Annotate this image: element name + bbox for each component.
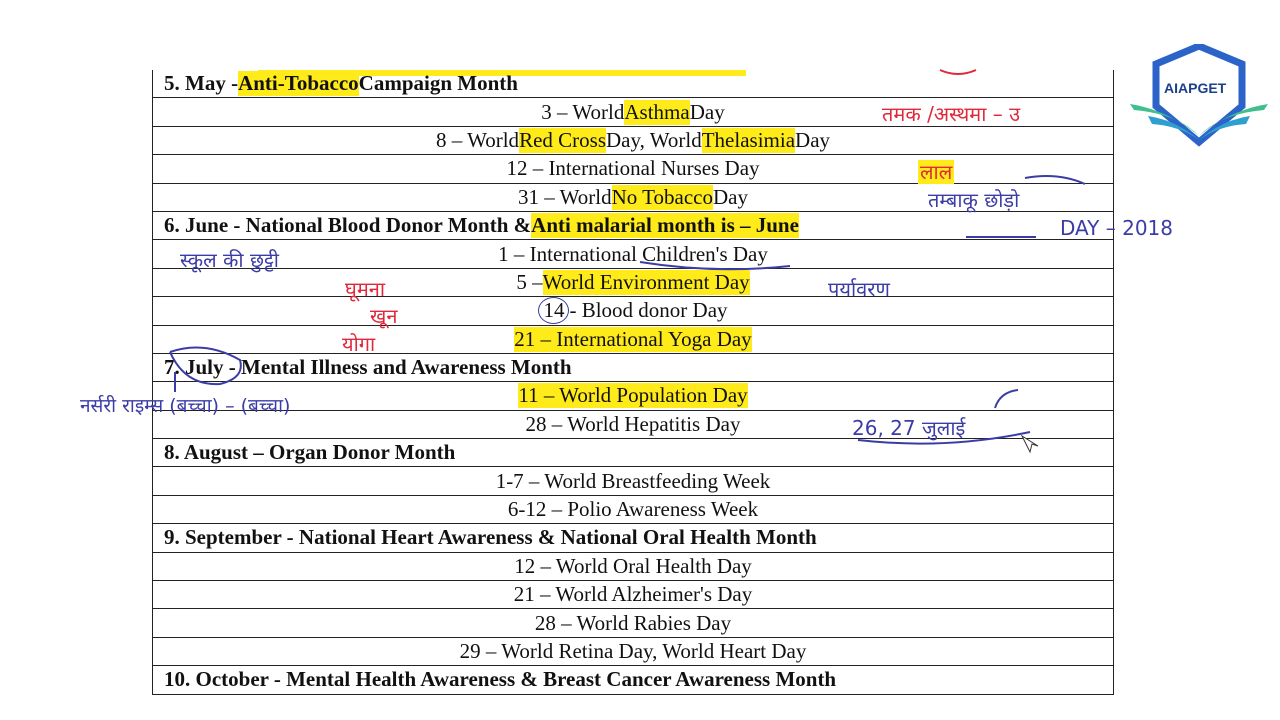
row-text-post: Campaign Month (358, 71, 518, 96)
row-text-text: 9. September - National Heart Awareness & National Oral Health Month (164, 525, 817, 550)
row-text-hl: Anti-Tobacco (238, 71, 359, 96)
row-text-post: Day (795, 127, 831, 152)
row-text-pre: 3 – World (541, 99, 625, 124)
annotation-hepatitis-dates: 26, 27 जुलाई (852, 416, 966, 440)
row-text-text: 12 – International Nurses Day (506, 156, 760, 181)
row-text-text: 1-7 – World Breastfeeding Week (495, 468, 771, 493)
row-text-pre: 8 – World (435, 127, 520, 152)
row-text-mid: Day, World (606, 127, 702, 152)
row-text-hl: Red Cross (519, 127, 606, 152)
aiapget-logo (1128, 44, 1270, 154)
row-text-hl2: Thelasimia (701, 127, 796, 152)
row-text-post: Day (689, 99, 725, 124)
annotation-no-tobacco: तम्बाकू छोड़ो (928, 188, 1020, 212)
row-text-pre: 6. June - National Blood Donor Month & (164, 213, 532, 238)
annotation-red-cross: लाल (920, 160, 953, 184)
annotation-roam: घूमना (345, 277, 386, 301)
row-text-text: 1 – International Children's Day (498, 241, 768, 266)
row-text-text: 6-12 – Polio Awareness Week (507, 497, 759, 522)
row-text-pre: 31 – World (518, 184, 612, 209)
row-text-pre: 5 – (516, 269, 543, 294)
row-text-hl: Anti malarial month is – June (531, 213, 799, 238)
row-text-hl: 21 – International Yoga Day (514, 326, 752, 351)
annotation-yoga: योगा (342, 332, 376, 356)
row-text-text: 21 – World Alzheimer's Day (513, 582, 753, 607)
annotation-day-year: DAY – 2018 (1060, 216, 1174, 240)
logo-text: AIAPGET (1164, 80, 1227, 96)
row-text-text: 7. July - Mental Illness and Awareness Month (164, 355, 572, 380)
row-text-pre: 5. May - (164, 71, 239, 96)
row-text-text: 8. August – Organ Donor Month (164, 440, 456, 465)
row-text-hl: 11 – World Population Day (518, 383, 748, 408)
row-text-text: 10. October - Mental Health Awareness & Breast Cancer Awareness Month (164, 667, 837, 692)
annotation-population: नर्सरी राइम्स (बच्चा) – (बच्चा) (80, 395, 291, 417)
row-text-post: - Blood donor Day (569, 298, 728, 323)
row-text-text: 28 – World Hepatitis Day (525, 411, 741, 436)
annotation-asthma: तमक /अस्थमा – उ (882, 102, 1021, 126)
annotation-environment: पर्यावरण (828, 277, 890, 301)
annotation-blood: खून (370, 304, 398, 328)
row-text-text: 28 – World Rabies Day (534, 610, 732, 635)
row-text-circ: 14 (538, 297, 569, 324)
row-text-hl: World Environment Day (542, 269, 750, 294)
annotation-school-holiday: स्कूल की छुट्टी (180, 248, 279, 272)
row-text-hl: No Tobacco (611, 184, 713, 209)
row-text-text: 29 – World Retina Day, World Heart Day (459, 639, 807, 663)
row-text-text: 12 – World Oral Health Day (514, 553, 752, 578)
row-text-hl: Asthma (624, 99, 690, 124)
row-text-post: Day (712, 184, 748, 209)
